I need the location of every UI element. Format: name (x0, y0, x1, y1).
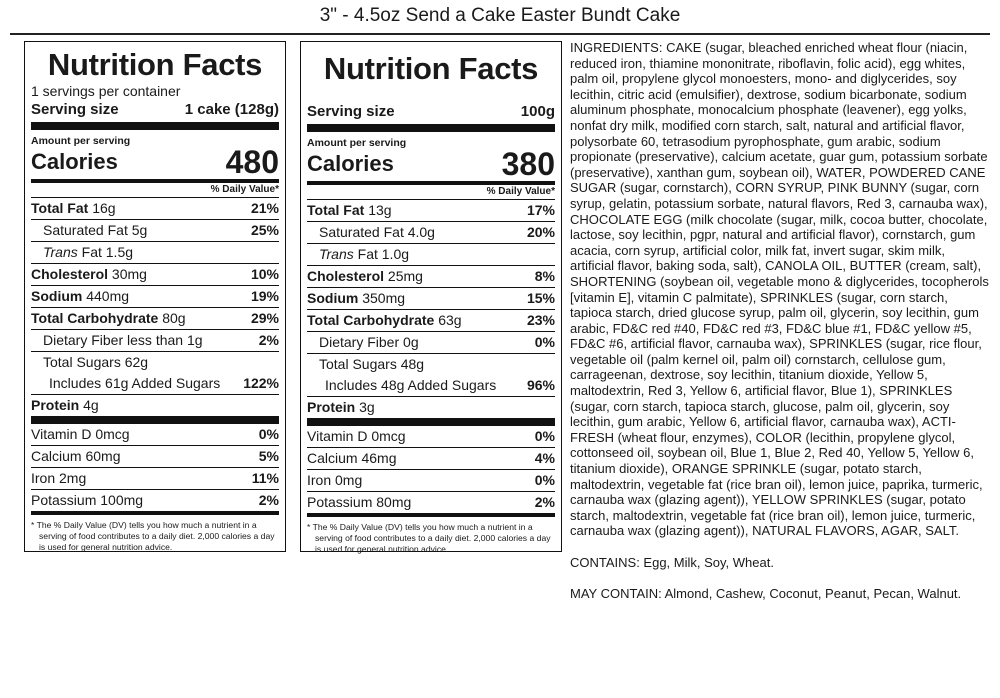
nutrient-amount: 80g (162, 310, 186, 326)
cholesterol-row (307, 266, 555, 288)
nutrient-label: Potassium (307, 494, 373, 510)
amount-per-serving: Amount per serving (307, 137, 407, 149)
nutrient-amount: 0mcg (371, 428, 406, 444)
calories-value: 480 (225, 144, 279, 180)
total-sugars-row (31, 352, 279, 373)
nutrient-dv: 5% (258, 448, 279, 464)
label-heading: Nutrition Facts (47, 47, 263, 82)
title-divider (10, 33, 990, 35)
nutrient-label: Iron (31, 470, 56, 486)
nutrient-dv: 11% (251, 470, 279, 486)
nutrient-amount: 0g (403, 334, 419, 350)
nutrient-label: Calcium (31, 448, 82, 464)
nutrient-label: Vitamin D (307, 428, 368, 444)
nutrient-amount: 80mg (376, 494, 412, 510)
nutrient-label: Total Carbohydrate (307, 312, 435, 328)
dietary-fiber-row (31, 330, 279, 352)
nutrient-amount: 0mcg (95, 426, 130, 442)
nutrient-label: Saturated Fat (43, 222, 128, 238)
saturated-fat-row (31, 220, 279, 242)
nutrient-amount: 25mg (387, 268, 423, 284)
nutrient-dv: 96% (526, 377, 555, 393)
nutrient-dv: 17% (526, 202, 555, 218)
nutrient-label: Fat (357, 246, 378, 262)
nutrient-dv: 122% (243, 375, 279, 391)
nutrient-label: Potassium (31, 492, 97, 508)
sodium-row (307, 288, 555, 310)
nutrient-label: Dietary Fiber (319, 334, 400, 350)
nutrient-label: Total Sugars (319, 356, 397, 372)
nutrient-amount: 46mg (361, 450, 397, 466)
nutrient-amount: 2mg (59, 470, 87, 486)
nutrient-dv: 21% (250, 200, 279, 216)
may-contain-allergens: MAY CONTAIN: Almond, Cashew, Coconut, Peanut, Pecan, Walnut. (570, 585, 962, 601)
nutrient-amount: 63g (438, 312, 462, 328)
nutrient-amount: less than 1g (127, 332, 203, 348)
protein-row (31, 395, 279, 424)
nutrient-amount: 100mg (100, 492, 144, 508)
nutrient-label: Iron (307, 472, 332, 488)
protein-row (307, 397, 555, 426)
total-fat-row (31, 198, 279, 220)
nutrient-label: Includes 48g Added Sugars (325, 377, 497, 393)
nutrient-label: Sodium (307, 290, 359, 306)
sodium-row (31, 286, 279, 308)
nutrient-amount: 350mg (362, 290, 406, 306)
serving-size-row (307, 102, 555, 132)
nutrient-dv: 0% (534, 472, 555, 488)
nutrient-amount: 48g (400, 356, 425, 372)
nutrient-dv: 29% (250, 310, 279, 326)
contains-allergens: CONTAINS: Egg, Milk, Soy, Wheat. (570, 554, 774, 570)
nutrient-dv: 25% (250, 222, 279, 238)
nutrient-label: Protein (307, 399, 356, 415)
total-carbohydrate-row (307, 310, 555, 332)
nutrient-amount: 62g (124, 354, 149, 370)
nutrient-dv: 2% (534, 494, 555, 510)
daily-value-footnote: * The % Daily Value (DV) tells you how much a nutrient in a serving of food contributes to a daily diet. 2,000 calories a day is used for general nutrition advice. (31, 520, 275, 552)
nutrient-label: Includes 61g Added Sugars (49, 375, 221, 391)
calories-label: Calories (31, 149, 118, 174)
nutrition-label-per-100g (300, 41, 562, 552)
nutrient-amount: 13g (368, 202, 392, 218)
daily-value-header: % Daily Value* (307, 185, 555, 200)
nutrient-amount: 60mg (85, 448, 121, 464)
nutrient-dv: 23% (526, 312, 555, 328)
nutrient-label: Saturated Fat (319, 224, 404, 240)
nutrient-dv: 2% (258, 332, 279, 348)
nutrient-dv: 20% (526, 224, 555, 240)
nutrient-label: Cholesterol (307, 268, 385, 284)
nutrient-label: Total Fat (31, 200, 89, 216)
nutrient-label: Cholesterol (31, 266, 109, 282)
trans-fat-row (307, 244, 555, 266)
calories-row (31, 144, 279, 183)
nutrient-amount: 3g (359, 399, 375, 415)
nutrient-amount: 4g (83, 397, 99, 413)
nutrient-amount: 5g (131, 222, 148, 238)
dietary-fiber-row (307, 332, 555, 354)
page-title: 3" - 4.5oz Send a Cake Easter Bundt Cake (319, 5, 681, 26)
added-sugars-row (31, 373, 279, 395)
nutrient-label: Protein (31, 397, 80, 413)
calcium-row (31, 446, 279, 468)
nutrient-dv: 0% (534, 428, 555, 444)
serving-size-row (31, 100, 279, 130)
daily-value-footnote: * The % Daily Value (DV) tells you how much a nutrient in a serving of food contributes to a daily diet. 2,000 calories a day is used for general nutrition advice. (307, 522, 551, 554)
iron-row (307, 470, 555, 492)
serving-size-label: Serving size (31, 101, 119, 118)
nutrient-amount: 440mg (86, 288, 130, 304)
ingredients-text: INGREDIENTS: CAKE (sugar, bleached enriched wheat flour (niacin, reduced iron, thiamine mononitrate, riboflavin, folic acid), egg whites, palm oil, propylene glycol monoesters, mono- and diglycerides, soy lecithin, citric acid (emulsifier), dextrose, sodium bicarbonate, sodium aluminum phosphate, monocalcium phosphate (leavener), egg yolks, nonfat dry milk, modified corn starch, salt, natural and artificial flavor, polysorbate 60, tetrasodium pyrophosphate, gum arabic, sodium propionate (preservative), calcium acetate, guar gum, potassium sorbate (preservative), xanthan gum, soybean oil), WATER, POWDERED CANE SUGAR (sugar, cornstarch), CORN SYRUP, PINK BUNNY (sugar, corn syrup, gelatin, potassium sorbate, natural flavors, Red 3, carnauba wax), CHOCOLATE EGG (milk chocolate (sugar, milk, cocoa butter, chocolate, lactose, soy lecithin, pgpr, natural and artificial flavor), cornstarch, gum acacia, corn syrup, artificial color, milk fat, invert sugar, skim milk, artificial flavor, baking soda, salt), CANOLA OIL, BUTTER (cream, salt), SHORTENING (soybean oil, vegetable mono & diglycerides, tocopherols [vitamin E], vitamin C palmitate), SPRINKLES (sugar, corn starch, tapioca starch, dried glucose syrup, palm oil, glycerin, soy lecithin, gum arabic, FD&C red #40, FD&C red #3, FD&C blue #1, FD&C yellow #5, FD&C #6, artificial flavor, carnauba wax), SPRINKLES (sugar, rice flour, vegetable oil (palm kernel oil, palm oil) cornstarch, cellulose gum, carrageenan, dextrose, soy lecithin, titanium dioxide, Yellow 5, maltodextrin, Red 3, Yellow 6, artificial flavor, Blue 1), SPRINKLES (sugar, corn starch, tapioca starch, glucose, palm oil, glycerin, soy lecithin, gum arabic, Yellow 6, artificial flavor, carnauba wax), ACTI-FRESH (wheat flour, enzymes), COLOR (lecithin, propylene glycol, cottonseed oil, soybean oil, Blue 1, Blue 2, Red 40, Yellow 5, Yellow 6, titanium dioxide), ORANGE SPRINKLE (sugar, potato starch, maltodextrin, vegetable fat (rice bran oil), lemon juice, paprika, turmeric, carnauba wax (glazing agent)), YELLOW SPRINKLES (sugar, potato starch, maltodextrin, vegetable fat (rice bran oil), lemon juice, turmeric, carnauba wax (glazing agent)), NATURAL FLAVORS, AGAR, SALT. (570, 40, 989, 539)
nutrient-dv: 15% (526, 290, 555, 306)
nutrient-label: Total Sugars (43, 354, 121, 370)
calories-row (307, 146, 555, 185)
calcium-row (307, 448, 555, 470)
nutrient-label-italic: Trans (43, 244, 78, 260)
nutrient-amount: 30mg (111, 266, 147, 282)
serving-size-label: Serving size (307, 103, 395, 120)
servings-per-container: 1 servings per container (31, 83, 181, 99)
total-carbohydrate-row (31, 308, 279, 330)
saturated-fat-row (307, 222, 555, 244)
nutrient-amount: 4.0g (407, 224, 435, 240)
nutrient-dv: 2% (258, 492, 279, 508)
added-sugars-row (307, 375, 555, 397)
daily-value-header: % Daily Value* (31, 183, 279, 198)
nutrient-label: Dietary Fiber (43, 332, 124, 348)
trans-fat-row (31, 242, 279, 264)
total-fat-row (307, 200, 555, 222)
calories-label: Calories (307, 151, 394, 176)
nutrient-amount: 1.0g (381, 246, 410, 262)
nutrient-label: Fat (81, 244, 102, 260)
potassium-row (31, 490, 279, 515)
vitamin-d-row (31, 424, 279, 446)
nutrient-dv: 0% (534, 334, 555, 350)
nutrient-label: Total Carbohydrate (31, 310, 159, 326)
nutrient-dv: 4% (534, 450, 555, 466)
nutrient-amount: 0mg (335, 472, 363, 488)
nutrient-dv: 10% (250, 266, 279, 282)
nutrient-dv: 19% (250, 288, 279, 304)
nutrient-dv: 0% (258, 426, 279, 442)
calories-value: 380 (501, 146, 555, 182)
nutrient-amount: 1.5g (105, 244, 134, 260)
ingredients-panel (570, 40, 990, 601)
nutrient-label: Total Fat (307, 202, 365, 218)
total-sugars-row (307, 354, 555, 375)
nutrient-label: Sodium (31, 288, 83, 304)
nutrient-dv: 8% (534, 268, 555, 284)
potassium-row (307, 492, 555, 517)
nutrient-amount: 16g (92, 200, 116, 216)
iron-row (31, 468, 279, 490)
serving-size-value: 1 cake (128g) (184, 101, 279, 118)
nutrient-label-italic: Trans (319, 246, 354, 262)
cholesterol-row (31, 264, 279, 286)
amount-per-serving: Amount per serving (31, 135, 131, 147)
nutrition-label-per-cake (24, 41, 286, 552)
nutrient-label: Vitamin D (31, 426, 92, 442)
label-heading: Nutrition Facts (323, 51, 539, 86)
vitamin-d-row (307, 426, 555, 448)
nutrient-label: Calcium (307, 450, 358, 466)
serving-size-value: 100g (520, 103, 555, 120)
